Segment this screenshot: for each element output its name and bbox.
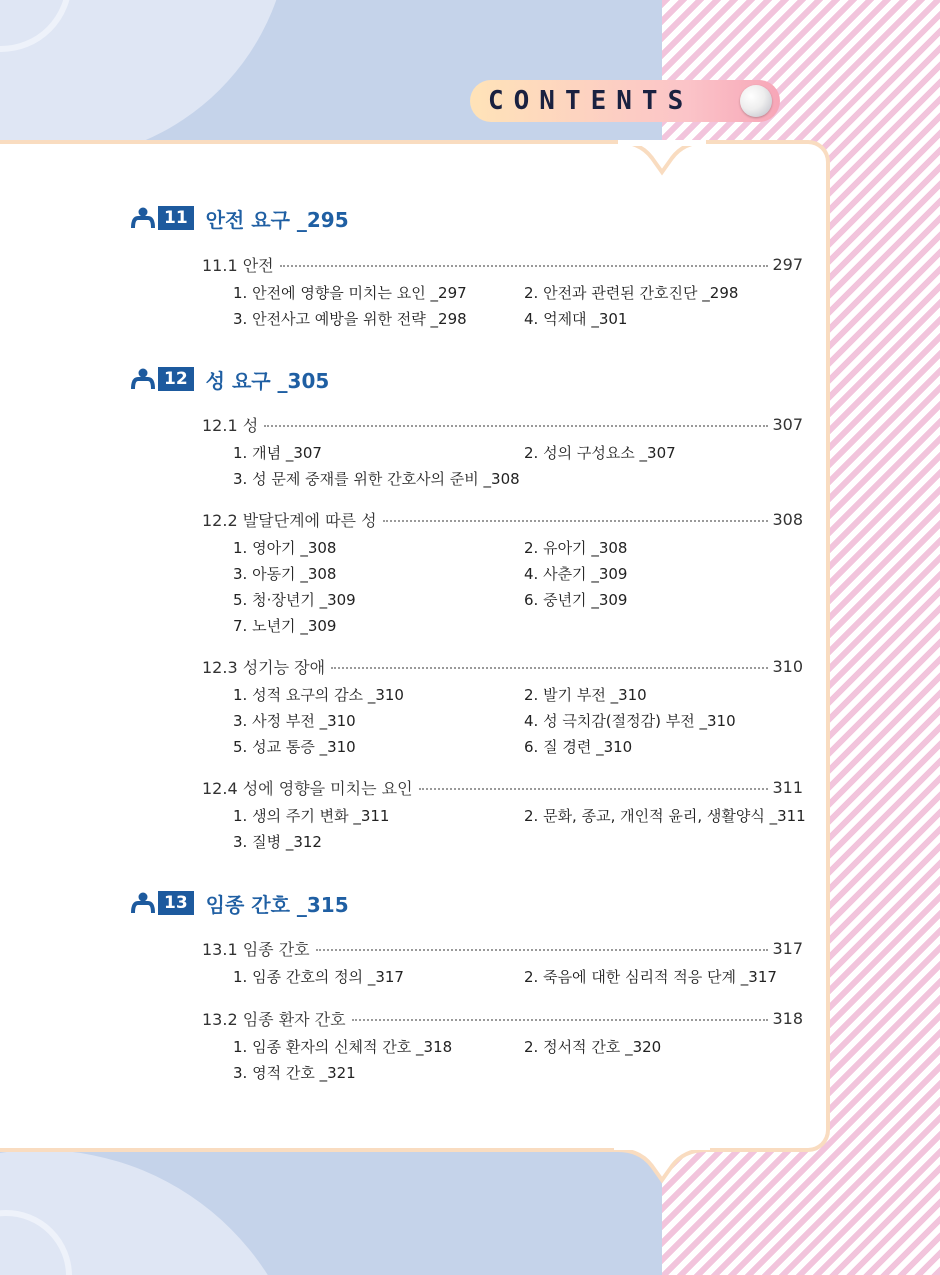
section-12-2[interactable]	[202, 508, 803, 530]
section-title: 11.1 안전	[202, 255, 274, 275]
list-item[interactable]: 2. 안전과 관련된 간호진단 _298	[524, 284, 739, 302]
section-page: 317	[772, 938, 803, 958]
person-icon	[130, 890, 156, 916]
dot-leader	[280, 265, 769, 267]
list-item[interactable]: 6. 질 경련 _310	[524, 738, 633, 756]
dot-leader	[316, 949, 769, 951]
section-13-1[interactable]	[202, 937, 803, 959]
chapter-title: 성 요구 _305	[205, 368, 330, 393]
list-item[interactable]: 1. 안전에 영향을 미치는 요인 _297	[233, 284, 467, 302]
chapter-11[interactable]	[130, 203, 349, 233]
list-item[interactable]: 7. 노년기 _309	[233, 617, 337, 635]
section-12-4[interactable]	[202, 776, 803, 798]
section-title: 12.1 성	[202, 415, 259, 435]
chapter-title: 임종 간호 _315	[205, 892, 349, 917]
section-12-3[interactable]	[202, 655, 803, 677]
chapter-number: 11	[158, 206, 194, 230]
dot-leader	[383, 520, 769, 522]
list-item[interactable]: 1. 생의 주기 변화 _311	[233, 807, 390, 825]
list-item[interactable]: 3. 질병 _312	[233, 833, 322, 851]
section-page: 297	[772, 254, 803, 274]
section-title: 12.3 성기능 장애	[202, 657, 326, 677]
list-item[interactable]: 2. 죽음에 대한 심리적 적응 단계 _317	[524, 968, 777, 986]
dot-leader	[352, 1019, 769, 1021]
chapter-number: 13	[158, 891, 194, 915]
section-title: 13.1 임종 간호	[202, 939, 310, 959]
list-item[interactable]: 1. 임종 환자의 신체적 간호 _318	[233, 1038, 453, 1056]
list-item[interactable]: 2. 성의 구성요소 _307	[524, 444, 676, 462]
section-page: 318	[772, 1008, 803, 1028]
list-item[interactable]: 5. 성교 통증 _310	[233, 738, 356, 756]
section-page: 308	[772, 509, 803, 529]
list-item[interactable]: 1. 임종 간호의 정의 _317	[233, 968, 404, 986]
dot-leader	[331, 667, 768, 669]
section-page: 311	[772, 777, 803, 797]
list-item[interactable]: 6. 중년기 _309	[524, 591, 628, 609]
chapter-title: 안전 요구 _295	[205, 207, 349, 232]
list-item[interactable]: 4. 사춘기 _309	[524, 565, 628, 583]
section-title: 12.4 성에 영향을 미치는 요인	[202, 778, 413, 798]
list-item[interactable]: 2. 정서적 간호 _320	[524, 1038, 662, 1056]
contents-header: CONTENTS	[488, 86, 694, 116]
section-13-2[interactable]	[202, 1007, 803, 1029]
chapter-12[interactable]	[130, 364, 329, 394]
list-item[interactable]: 1. 개념 _307	[233, 444, 322, 462]
list-item[interactable]: 4. 성 극치감(절정감) 부전 _310	[524, 712, 736, 730]
list-item[interactable]: 1. 성적 요구의 감소 _310	[233, 686, 404, 704]
list-item[interactable]: 2. 유아기 _308	[524, 539, 628, 557]
list-item[interactable]: 3. 성 문제 중재를 위한 간호사의 준비 _308	[233, 470, 520, 488]
section-title: 12.2 발달단계에 따른 성	[202, 510, 377, 530]
list-item[interactable]: 2. 발기 부전 _310	[524, 686, 647, 704]
list-item[interactable]: 2. 문화, 종교, 개인적 윤리, 생활양식 _311	[524, 807, 806, 825]
list-item[interactable]: 3. 아동기 _308	[233, 565, 337, 583]
dot-leader	[264, 425, 768, 427]
person-icon	[130, 205, 156, 231]
list-item[interactable]: 3. 안전사고 예방을 위한 전략 _298	[233, 310, 467, 328]
section-12-1[interactable]	[202, 413, 803, 435]
list-item[interactable]: 3. 사정 부전 _310	[233, 712, 356, 730]
person-icon	[130, 366, 156, 392]
dot-leader	[419, 788, 769, 790]
list-item[interactable]: 3. 영적 간호 _321	[233, 1064, 356, 1082]
section-page: 310	[772, 656, 803, 676]
chapter-number: 12	[158, 367, 194, 391]
list-item[interactable]: 1. 영아기 _308	[233, 539, 337, 557]
section-title: 13.2 임종 환자 간호	[202, 1009, 346, 1029]
section-page: 307	[772, 414, 803, 434]
pearl-icon	[740, 85, 772, 117]
list-item[interactable]: 4. 억제대 _301	[524, 310, 628, 328]
section-11-1[interactable]	[202, 253, 803, 275]
list-item[interactable]: 5. 청·장년기 _309	[233, 591, 356, 609]
chapter-13[interactable]	[130, 888, 349, 918]
